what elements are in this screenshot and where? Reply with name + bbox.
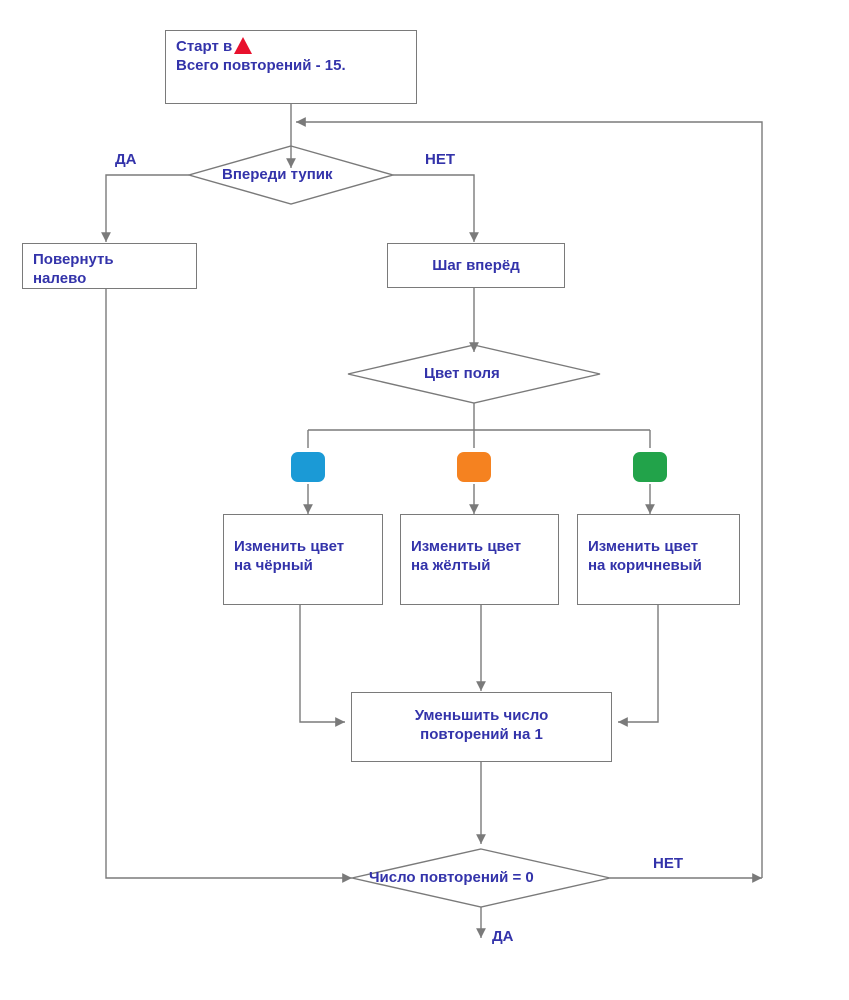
step-forward-label: Шаг вперёд bbox=[432, 257, 520, 274]
repeat-yes-label: ДА bbox=[492, 928, 514, 945]
start-node bbox=[165, 30, 417, 104]
repeat-check-label: Число повторений = 0 bbox=[369, 869, 534, 886]
change-yellow-line2: на жёлтый bbox=[411, 557, 491, 574]
turn-left-line2: налево bbox=[33, 270, 87, 287]
dead-end-yes-label: ДА bbox=[115, 151, 137, 168]
start-node-line2: Всего повторений - 15. bbox=[176, 57, 346, 74]
orange-color-swatch bbox=[457, 452, 491, 482]
change-color-black-node bbox=[223, 514, 383, 605]
change-brown-line2: на коричневый bbox=[588, 557, 702, 574]
decrement-line1: Уменьшить число bbox=[414, 707, 549, 724]
red-triangle-icon bbox=[234, 37, 252, 54]
repeat-no-label: НЕТ bbox=[653, 855, 683, 872]
green-color-swatch bbox=[633, 452, 667, 482]
turn-left-node bbox=[22, 243, 197, 289]
change-black-line2: на чёрный bbox=[234, 557, 313, 574]
change-yellow-line1: Изменить цвет bbox=[411, 538, 522, 555]
start-node-line1-text: Старт в bbox=[176, 38, 233, 55]
change-color-brown-node bbox=[577, 514, 740, 605]
field-color-label: Цвет поля bbox=[424, 365, 500, 382]
change-brown-line1: Изменить цвет bbox=[588, 538, 699, 555]
dead-end-no-label: НЕТ bbox=[425, 151, 455, 168]
turn-left-line1: Повернуть bbox=[33, 251, 114, 268]
blue-color-swatch bbox=[291, 452, 325, 482]
change-color-yellow-node bbox=[400, 514, 559, 605]
start-node-line1 bbox=[176, 37, 406, 56]
decrement-line2: повторений на 1 bbox=[420, 726, 543, 743]
change-black-line1: Изменить цвет bbox=[234, 538, 345, 555]
decrement-counter-node bbox=[351, 692, 612, 762]
dead-end-check-label: Впереди тупик bbox=[222, 166, 333, 183]
step-forward-node bbox=[387, 243, 565, 288]
